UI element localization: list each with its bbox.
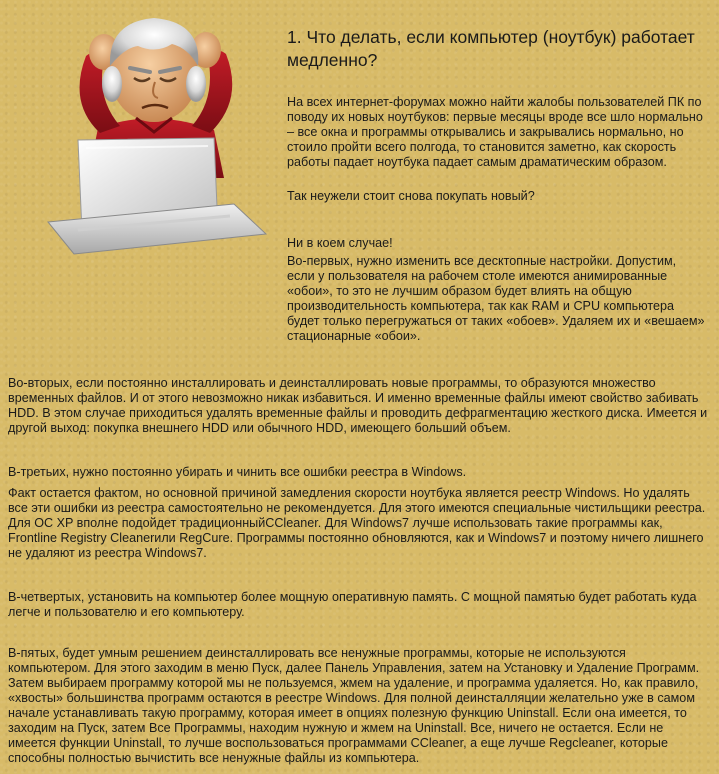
question-paragraph: Так неужели стоит снова покупать новый? <box>287 189 535 203</box>
article-header <box>287 26 707 72</box>
intro-paragraph: На всех интернет-форумах можно найти жалобы пользователей ПК по поводу их новых ноутбуков: первые месяцы вроде все шло нормально – все окна и программы открывались и закрывались нормально, но стоило пройти всего полгода, то становится заметно, как скорость работы падает ноутбука падает самым драматическим образом. <box>287 95 703 169</box>
frustrated-man-at-computer-icon <box>38 8 270 258</box>
answer-paragraph: Ни в коем случае! <box>287 236 393 250</box>
fifth-tip-paragraph: В-пятых, будет умным решением деинсталлировать все ненужные программы, которые не используются компьютером. Для этого заходим в меню Пуск, далее Панель Управления, затем на Установку и Удаление Программ. Затем выбираем программу которой мы не пользуемся, жмем на удаление, и программа удаляется. Но, как правило, «хвосты» большинства программ остаются в реестре Windows. Для полной деинсталляции желательно уже в самом начале устанавливать такую программу, которая имеет в опциях полезную функцию Uninstall. Если она имеется, то заходим на Пуск, затем Все Программы, находим нужную и жмем на Uninstall. Все, ничего не остается. Если не имеется функции Uninstall, то лучше воспользоваться программами CCleaner, а еще лучше Regcleaner, которые способны полностью вычистить все ненужные файлы из компьютера. <box>8 646 700 765</box>
second-tip-paragraph: Во-вторых, если постоянно инсталлировать и деинсталлировать новые программы, то образуются множество временных файлов. И от этого невозможно никак избавиться. И именно временные файлы имеют свойство забивать HDD. В этом случае приходиться удалять временные файлы и проводить дефрагментацию жесткого диска. Имеется и другой выход: покупка внешнего HDD или обычного HDD, имеющего больший объем. <box>8 376 708 435</box>
third-tip-lead: В-третьих, нужно постоянно убирать и чинить все ошибки реестра в Windows. <box>8 465 467 479</box>
fourth-tip-paragraph: В-четвертых, установить на компьютер более мощную оперативную память. С мощной памятью будет работать куда легче и пользователю и его компьютеру. <box>8 590 697 619</box>
first-tip-paragraph: Во-первых, нужно изменить все десктопные настройки. Допустим, если у пользователя на рабочем столе имеются анимированные «обои», то это не лучшим образом будет влиять на общую производительность компьютера, так как RAM и CPU компьютера будет только перегружаться от таких «обоев». Удаляем их и «вешаем» стационарные «обои». <box>287 254 705 343</box>
article-title: 1. Что делать, если компьютер (ноутбук) работает медленно? <box>287 27 695 70</box>
third-tip-body: Факт остается фактом, но основной причиной замедления скорости ноутбука является реестр Windows. Но удалять все эти ошибки из реестра самостоятельно не рекомендуется. Для этого имеются специальные чистильщики реестра. Для ОС XP вполне подойдет традиционныйCCleaner. Для Windows7 лучше использовать такие программы как, Frontline Registry Cleanerили RegCure. Программы постоянно обновляются, как и Windows7 и поэтому ничего лишнего не удаляют из реестра Windows7. <box>8 486 706 560</box>
